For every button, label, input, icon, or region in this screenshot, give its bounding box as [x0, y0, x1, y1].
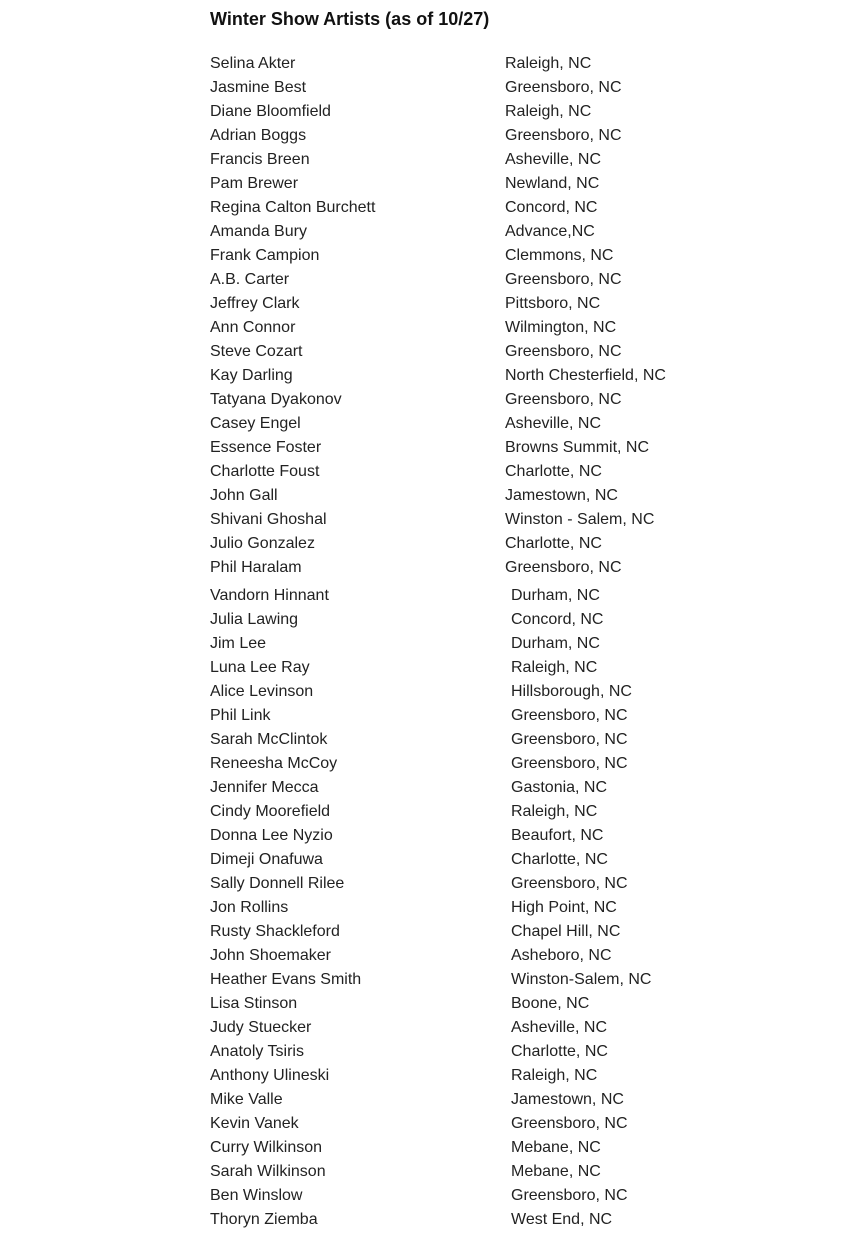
- artist-row: [210, 556, 830, 580]
- artist-row: [210, 1136, 830, 1160]
- artist-row: [210, 1040, 830, 1064]
- artist-location: Greensboro, NC: [511, 1115, 628, 1132]
- artist-row: [210, 124, 830, 148]
- artist-name: Kevin Vanek: [210, 1115, 299, 1132]
- artist-location: Jamestown, NC: [511, 1091, 624, 1108]
- artist-name: Mike Valle: [210, 1091, 283, 1108]
- artist-name: Tatyana Dyakonov: [210, 391, 342, 408]
- artist-location: Newland, NC: [505, 175, 600, 192]
- artist-location: Asheville, NC: [505, 151, 602, 168]
- artist-row: [210, 1112, 830, 1136]
- artist-row: [210, 196, 830, 220]
- artist-name: Sarah Wilkinson: [210, 1163, 326, 1180]
- artist-location: Greensboro, NC: [505, 559, 622, 576]
- artist-row: [210, 920, 830, 944]
- artist-name: Sarah McClintok: [210, 731, 328, 748]
- artist-name: Francis Breen: [210, 151, 310, 168]
- artist-location: Concord, NC: [511, 611, 604, 628]
- artist-row: [210, 992, 830, 1016]
- artist-name: Cindy Moorefield: [210, 803, 331, 820]
- artist-location: Raleigh, NC: [511, 1067, 598, 1084]
- artist-location: Mebane, NC: [511, 1139, 601, 1156]
- artist-row: [210, 412, 830, 436]
- artist-row: [210, 316, 830, 340]
- artist-location: Gastonia, NC: [511, 779, 608, 796]
- artist-row: [210, 800, 830, 824]
- artist-row: [210, 460, 830, 484]
- artist-row: [210, 1016, 830, 1040]
- artist-name: Kay Darling: [210, 367, 293, 384]
- artist-row: [210, 704, 830, 728]
- artist-row: [210, 508, 830, 532]
- artist-row: [210, 824, 830, 848]
- artist-location: Wilmington, NC: [505, 319, 617, 336]
- artist-row: [210, 484, 830, 508]
- artist-location: Greensboro, NC: [505, 343, 622, 360]
- artist-name: Regina Calton Burchett: [210, 199, 376, 216]
- artist-row: [210, 896, 830, 920]
- artist-name: Phil Haralam: [210, 559, 302, 576]
- artist-location: Greensboro, NC: [511, 731, 628, 748]
- artist-location: Asheville, NC: [505, 415, 602, 432]
- artist-row: [210, 52, 830, 76]
- artist-location: Charlotte, NC: [505, 463, 602, 480]
- artist-name: Sally Donnell Rilee: [210, 875, 345, 892]
- artist-location: Advance,NC: [505, 223, 595, 240]
- artist-name: Frank Campion: [210, 247, 320, 264]
- artist-location: Clemmons, NC: [505, 247, 614, 264]
- artist-location: Charlotte, NC: [505, 535, 602, 552]
- artist-row: [210, 268, 830, 292]
- artist-name: Julia Lawing: [210, 611, 299, 628]
- artist-name: Judy Stuecker: [210, 1019, 312, 1036]
- artist-location: Greensboro, NC: [511, 875, 628, 892]
- artist-name: Ann Connor: [210, 319, 296, 336]
- artist-name: Anatoly Tsiris: [210, 1043, 304, 1060]
- artist-name: Luna Lee Ray: [210, 659, 310, 676]
- artist-name: Jim Lee: [210, 635, 267, 652]
- artist-row: [210, 340, 830, 364]
- artist-name: Shivani Ghoshal: [210, 511, 327, 528]
- artist-row: [210, 244, 830, 268]
- artist-row: [210, 436, 830, 460]
- artist-name: Heather Evans Smith: [210, 971, 362, 988]
- artist-row: [210, 968, 830, 992]
- artist-location: Asheville, NC: [511, 1019, 608, 1036]
- artist-name: Anthony Ulineski: [210, 1067, 330, 1084]
- artist-name: A.B. Carter: [210, 271, 290, 288]
- artist-location: Raleigh, NC: [505, 55, 592, 72]
- artist-name: Jeffrey Clark: [210, 295, 300, 312]
- artist-location: Chapel Hill, NC: [511, 923, 621, 940]
- artist-location: Greensboro, NC: [511, 707, 628, 724]
- artist-row: [210, 388, 830, 412]
- artist-name: Alice Levinson: [210, 683, 314, 700]
- artist-location: Durham, NC: [511, 635, 600, 652]
- artist-row: [210, 1184, 830, 1208]
- artist-name: Jennifer Mecca: [210, 779, 319, 796]
- artist-name: Thoryn Ziemba: [210, 1211, 318, 1228]
- artist-row: [210, 944, 830, 968]
- artist-row: [210, 1160, 830, 1184]
- artist-name: Diane Bloomfield: [210, 103, 331, 120]
- artist-location: Beaufort, NC: [511, 827, 604, 844]
- artist-row: [210, 776, 830, 800]
- artist-row: [210, 728, 830, 752]
- artist-name: Pam Brewer: [210, 175, 299, 192]
- artist-location: Browns Summit, NC: [505, 439, 650, 456]
- artist-location: Concord, NC: [505, 199, 598, 216]
- artist-name: Phil Link: [210, 707, 271, 724]
- artist-location: Mebane, NC: [511, 1163, 601, 1180]
- artist-name: John Shoemaker: [210, 947, 331, 964]
- artist-row: [210, 680, 830, 704]
- artist-name: Steve Cozart: [210, 343, 303, 360]
- artist-location: Greensboro, NC: [505, 79, 622, 96]
- artist-name: Reneesha McCoy: [210, 755, 338, 772]
- artist-name: Curry Wilkinson: [210, 1139, 323, 1156]
- artist-location: Winston-Salem, NC: [511, 971, 652, 988]
- artist-name: Casey Engel: [210, 415, 301, 432]
- artist-location: Greensboro, NC: [511, 1187, 628, 1204]
- artist-location: Winston - Salem, NC: [505, 511, 655, 528]
- artist-location: Pittsboro, NC: [505, 295, 601, 312]
- artist-name: Jon Rollins: [210, 899, 289, 916]
- artist-row: [210, 532, 830, 556]
- artist-name: Vandorn Hinnant: [210, 587, 329, 604]
- artist-location: Raleigh, NC: [511, 803, 598, 820]
- artist-row: [210, 172, 830, 196]
- artist-name: Jasmine Best: [210, 79, 307, 96]
- artist-row: [210, 848, 830, 872]
- artist-location: North Chesterfield, NC: [505, 367, 666, 384]
- artist-row: [210, 292, 830, 316]
- artist-row: [210, 656, 830, 680]
- artist-name: Essence Foster: [210, 439, 322, 456]
- artist-row: [210, 872, 830, 896]
- page-title: Winter Show Artists (as of 10/27): [210, 9, 490, 29]
- artist-location: Greensboro, NC: [505, 271, 622, 288]
- artist-location: Greensboro, NC: [511, 755, 628, 772]
- artist-location: West End, NC: [511, 1211, 613, 1228]
- artist-row: [210, 1208, 830, 1232]
- artist-name: Dimeji Onafuwa: [210, 851, 323, 868]
- artist-location: Greensboro, NC: [505, 127, 622, 144]
- artist-row: [210, 1064, 830, 1088]
- artist-location: High Point, NC: [511, 899, 617, 916]
- artist-row: [210, 148, 830, 172]
- artist-name: Ben Winslow: [210, 1187, 303, 1204]
- artist-row: [210, 76, 830, 100]
- artist-row: [210, 752, 830, 776]
- artist-list-part-1: [210, 52, 830, 580]
- artist-name: Amanda Bury: [210, 223, 307, 240]
- artist-location: Charlotte, NC: [511, 851, 608, 868]
- artist-location: Boone, NC: [511, 995, 590, 1012]
- artist-name: Donna Lee Nyzio: [210, 827, 333, 844]
- artist-row: [210, 1088, 830, 1112]
- artist-location: Jamestown, NC: [505, 487, 618, 504]
- artist-row: [210, 632, 830, 656]
- artist-row: [210, 608, 830, 632]
- artist-name: John Gall: [210, 487, 278, 504]
- artist-location: Asheboro, NC: [511, 947, 612, 964]
- artist-location: Greensboro, NC: [505, 391, 622, 408]
- artist-location: Durham, NC: [511, 587, 600, 604]
- artist-row: [210, 364, 830, 388]
- artist-row: [210, 220, 830, 244]
- artist-name: Charlotte Foust: [210, 463, 320, 480]
- artist-location: Charlotte, NC: [511, 1043, 608, 1060]
- artist-row: [210, 100, 830, 124]
- artist-name: Adrian Boggs: [210, 127, 307, 144]
- artist-location: Hillsborough, NC: [511, 683, 632, 700]
- artist-name: Lisa Stinson: [210, 995, 298, 1012]
- artist-location: Raleigh, NC: [511, 659, 598, 676]
- artist-location: Raleigh, NC: [505, 103, 592, 120]
- artist-list-part-2: [210, 584, 830, 1232]
- artist-name: Rusty Shackleford: [210, 923, 340, 940]
- artist-row: [210, 584, 830, 608]
- artist-name: Julio Gonzalez: [210, 535, 315, 552]
- artist-name: Selina Akter: [210, 55, 296, 72]
